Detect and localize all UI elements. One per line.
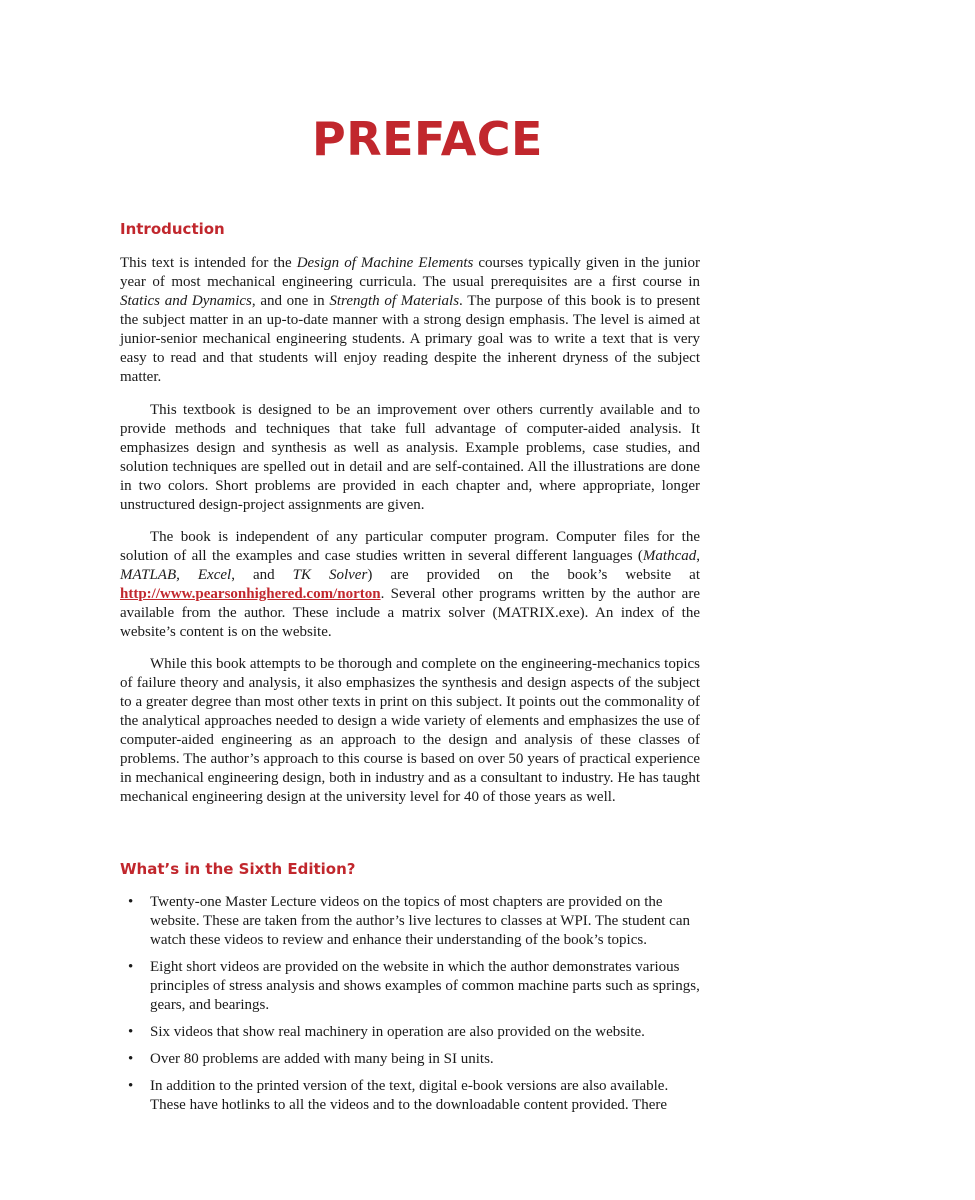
bullet-icon: • bbox=[128, 1024, 134, 1040]
list-item-text: Six videos that show real machinery in operation are also provided on the website. bbox=[150, 1024, 645, 1040]
list-item bbox=[120, 1050, 700, 1069]
paragraph-intro-4: While this book attempts to be thorough and complete on the engineering-mechanics topics of failure theory and analysis, it also emphasizes the synthesis and design aspects of the subject to a greater degree than most other texts in print on this subject. It points out the commonality of the analytical approaches needed to design a wide variety of elements and emphasizes the use of computer-aided engineering as an approach to the design and analysis of these classes of problems. The author’s approach to this course is based on over 50 years of practical experience in mechanical engineering design, both in industry and as a consultant to industry. He has taught mechanical engineering design at the university level for 40 of those years as well. bbox=[120, 656, 700, 805]
bullet-icon: • bbox=[128, 894, 134, 910]
list-item bbox=[120, 893, 700, 950]
text-run: , and bbox=[231, 567, 293, 583]
software-name-italic: Mathcad bbox=[642, 548, 697, 564]
list-item bbox=[120, 1077, 700, 1115]
software-name-italic: TK Solver bbox=[292, 567, 368, 583]
list-item bbox=[120, 1023, 700, 1042]
list-item-text: Over 80 problems are added with many being in SI units. bbox=[150, 1051, 494, 1067]
software-name-italic: MATLAB, Excel bbox=[120, 567, 232, 583]
bullet-icon: • bbox=[128, 959, 134, 975]
text-run: The book is independent of any particular computer program. Computer files for the solution of all the examples and case studies written in several different languages ( bbox=[120, 529, 700, 564]
section-heading-introduction: Introduction bbox=[120, 220, 225, 238]
paragraph-intro-1 bbox=[120, 254, 700, 387]
text-run: This text is intended for the bbox=[120, 255, 297, 271]
book-title-italic: Design of Machine Elements bbox=[296, 255, 474, 271]
paragraph-intro-2: This textbook is designed to be an improvement over others currently available and to provide methods and techniques that take full advantage of computer-aided analysis. It emphasizes design and synthesis as well as analysis. Example problems, case studies, and solution techniques are spelled out in detail and are self-contained. All the illustrations are done in two colors. Short problems are provided in each chapter and, where appropriate, longer unstructured design-project assignments are given. bbox=[120, 402, 700, 513]
list-item-text: Twenty-one Master Lecture videos on the topics of most chapters are provided on the website. These are taken from the author’s live lectures to classes at WPI. The student can watch these videos to review and enhance their understanding of the book’s topics. bbox=[150, 894, 690, 948]
text-run: ) are provided on the book’s website at bbox=[367, 567, 700, 583]
list-item bbox=[120, 958, 700, 1015]
text-run: , and one in bbox=[251, 293, 330, 309]
website-link[interactable]: http://www.pearsonhighered.com/norton bbox=[120, 586, 381, 602]
section-heading-sixth-edition: What’s in the Sixth Edition? bbox=[120, 860, 356, 878]
text-run: . Several other programs written by the author are available from the author. These include a matrix solver (MATRIX.exe). An index of the website’s content is on the website. bbox=[120, 586, 700, 640]
paragraph-intro-3 bbox=[120, 528, 700, 642]
bullet-icon: • bbox=[128, 1078, 134, 1094]
text-run: courses typically given in the junior year of most mechanical engineering curricula. The usual prerequisites are a first course in bbox=[120, 255, 701, 290]
text-run: , bbox=[696, 548, 700, 564]
list-item-text: In addition to the printed version of the text, digital e-book versions are also available. These have hotlinks to all the videos and to the downloadable content provided. There bbox=[150, 1078, 669, 1113]
page-title: PREFACE bbox=[312, 112, 543, 166]
list-item-text: Eight short videos are provided on the website in which the author demonstrates various principles of stress analysis and shows examples of common machine parts such as springs, gears, and bearings. bbox=[150, 959, 700, 1013]
bullet-icon: • bbox=[128, 1051, 134, 1067]
text-run: . The purpose of this book is to present the subject matter in an up-to-date manner with a strong design emphasis. The level is aimed at junior-senior mechanical engineering students. A primary goal was to write a text that is very easy to read and that students will enjoy reading despite the inherent dryness of the subject matter. bbox=[120, 293, 700, 385]
book-title-italic: Statics and Dynamics bbox=[120, 293, 252, 309]
sixth-edition-list bbox=[120, 893, 700, 1123]
book-title-italic: Strength of Materials bbox=[329, 293, 460, 309]
